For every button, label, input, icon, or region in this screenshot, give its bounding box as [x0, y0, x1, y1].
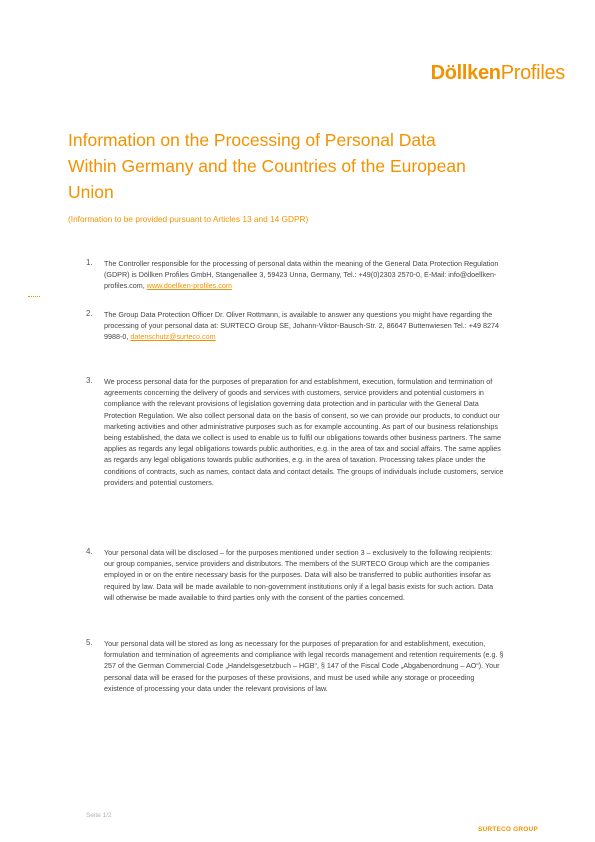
document-title — [68, 127, 488, 205]
title-line: Within Germany and the Countries of the European — [68, 156, 466, 176]
item-text — [104, 258, 504, 292]
margin-marker — [28, 296, 40, 297]
logo-brand: Döllken — [430, 62, 501, 84]
item-body: The Group Data Protection Officer Dr. Oliver Rottmann, is available to answer any questions you might have regarding the processing of your personal data at: SURTECO Group SE, Johann-Viktor-Bausch-Str. 2, 86647 Buttenwiesen Tel.: +49 8274 9988-0, — [104, 310, 499, 342]
email-link[interactable]: datenschutz@surteco.com — [130, 332, 216, 342]
website-link[interactable]: www.doellken-profiles.com — [146, 281, 232, 291]
logo-suffix: Profiles — [500, 62, 565, 84]
item-text: Your personal data will be stored as long as necessary for the purposes of preparation for and establishment, execution, formulation and termination of agreements and compliance with legal records management and retention requirements (e.g. § 257 of the German Commercial Code „Handelsgesetzbuch – HGB“, § 147 of the Fiscal Code „Abgabenordnung – AO“). Your personal data will be erased for the purposes of these provisions, and must be used while any storage or proceeding existence of processing your data under the relevant provisions of law. — [104, 639, 504, 693]
page-number: Seite 1/2 — [86, 812, 112, 819]
title-line: Information on the Processing of Personal Data — [68, 130, 436, 150]
item-body: The Controller responsible for the processing of personal data within the meaning of the General Data Protection Regulation (GDPR) is Döllken Profiles GmbH, Stangenallee 3, 59423 Unna, Germany, Tel.: +49(0)2303 2570-0, E-Mail: info@doellken-profiles.com, — [104, 259, 499, 291]
item-text: Your personal data will be disclosed – for the purposes mentioned under section 3 – exclusively to the following recipients: our group companies, service providers and distributors. The members of the SURTECO Group which are the companies employed in or on the entire necessary basis for the purposes. Data will also be transferred to public authorities insofar as required by law. Data will be made available to non-government institutions only if a legal basis exists for such action. Data will otherwise be made available to third parties only with the consent of the parties concerned. — [104, 548, 494, 602]
item-text — [104, 309, 504, 343]
item-number: 2. — [86, 309, 93, 318]
item-number: 4. — [86, 547, 93, 556]
item-number: 3. — [86, 376, 93, 385]
company-logo — [431, 62, 565, 85]
item-number: 1. — [86, 258, 93, 267]
surteco-group-logo: SURTECO GROUP — [477, 826, 538, 833]
item-number: 5. — [86, 638, 93, 647]
item-text: We process personal data for the purposes of preparation for and establishment, execution, formulation and termination of agreements concerning the delivery of goods and services with customers, service providers and potential customers in compliance with the relevant provisions of legislation governing data protection and in particular with the General Data Protection Regulation. We also collect personal data on the basis of consent, so we can provide our products, to conduct our marketing activities and other administrative purposes such as for example accounting. As part of our business relationships being established, the data we collect is used to enable us to fulfil our obligations towards other business partners. The same applies as regards any legal obligations towards public authorities, e.g. in the area of tax and social affairs. The same applies as regards any legal obligations towards public authorities, e.g. in the area of taxation. Processing takes place under the conditions of contracts, such as names, contact data and contact details. The groups of individuals include customers, service providers and potential customers. — [104, 377, 504, 487]
title-line: Union — [68, 182, 114, 202]
document-subtitle: (Information to be provided pursuant to Articles 13 and 14 GDPR) — [68, 214, 309, 224]
